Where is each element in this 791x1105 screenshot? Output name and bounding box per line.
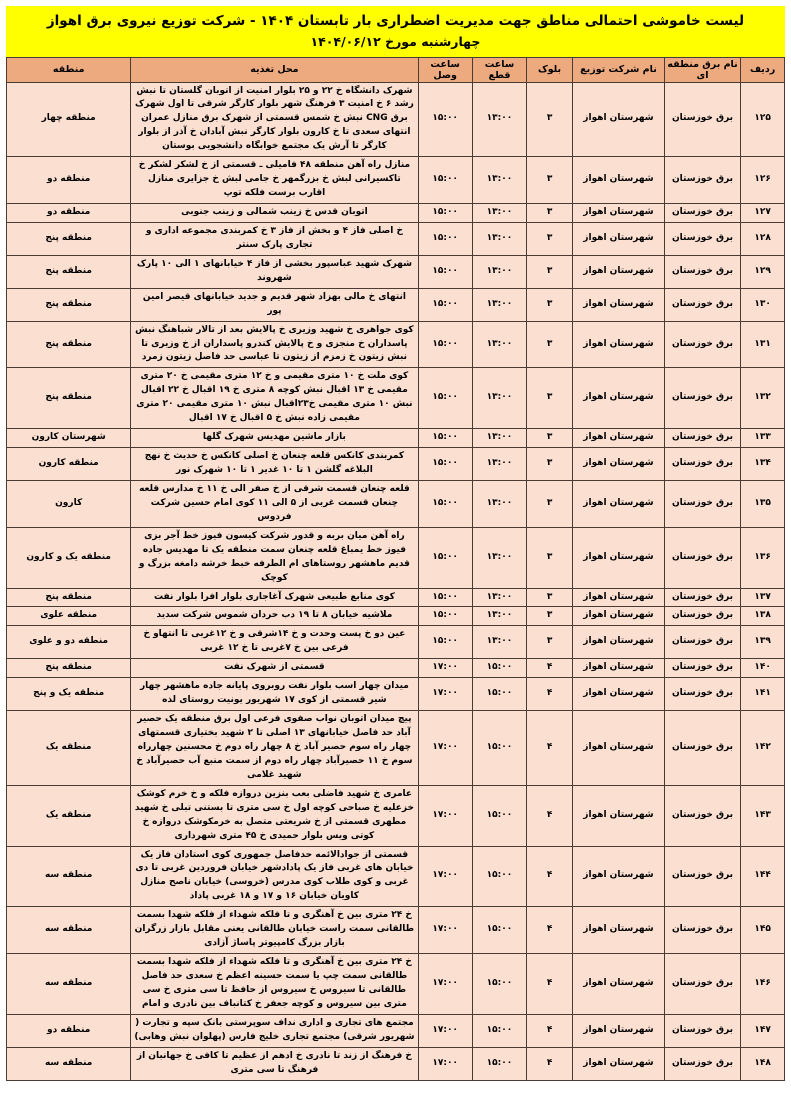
cell-zone: منطقه پنج bbox=[7, 255, 131, 288]
cell-row-index: ۱۴۳ bbox=[741, 785, 785, 846]
cell-distribution-company: شهرستان اهواز bbox=[573, 222, 665, 255]
table-row bbox=[7, 954, 785, 1015]
cell-row-index: ۱۴۱ bbox=[741, 678, 785, 711]
cell-distribution-company: شهرستان اهواز bbox=[573, 527, 665, 588]
cell-block: ۳ bbox=[527, 368, 573, 429]
document-title-bar bbox=[6, 6, 785, 57]
table-row bbox=[7, 626, 785, 659]
cell-outage-end: ۱۷:۰۰ bbox=[418, 659, 472, 678]
table-row bbox=[7, 204, 785, 223]
cell-outage-start: ۱۵:۰۰ bbox=[472, 678, 526, 711]
cell-block: ۳ bbox=[527, 429, 573, 448]
cell-row-index: ۱۳۵ bbox=[741, 480, 785, 527]
cell-zone: منطقه پنج bbox=[7, 222, 131, 255]
cell-row-index: ۱۳۸ bbox=[741, 607, 785, 626]
cell-zone: کارون bbox=[7, 480, 131, 527]
table-row bbox=[7, 429, 785, 448]
cell-row-index: ۱۳۴ bbox=[741, 448, 785, 481]
cell-outage-start: ۱۳:۰۰ bbox=[472, 626, 526, 659]
cell-feed-location: کوی جواهری خ شهید وزیری خ پالایش بعد از تالار شباهنگ نبش پاسداران خ منجزی و خ پالایش کندرو پاسداران از خ وزیری تا نبش زیتون خ زمزم از زیتون تا عباسی حد فاصل زیتون زمرد bbox=[131, 321, 418, 368]
cell-block: ۳ bbox=[527, 288, 573, 321]
cell-regional-power: برق خوزستان bbox=[664, 711, 740, 786]
table-row bbox=[7, 222, 785, 255]
cell-feed-location: انتهای خ مالی بهزاد شهر قدیم و جدید خیابانهای قیصر امین پور bbox=[131, 288, 418, 321]
cell-outage-end: ۱۷:۰۰ bbox=[418, 678, 472, 711]
cell-outage-start: ۱۵:۰۰ bbox=[472, 1047, 526, 1080]
cell-row-index: ۱۲۹ bbox=[741, 255, 785, 288]
cell-feed-location: بازار ماشین مهدیس شهرک گلها bbox=[131, 429, 418, 448]
cell-outage-end: ۱۵:۰۰ bbox=[418, 480, 472, 527]
cell-block: ۳ bbox=[527, 588, 573, 607]
column-header-regional-power: نام برق منطقه ای bbox=[664, 57, 740, 82]
page-title: لیست خاموشی احتمالی مناطق جهت مدیریت اضطراری بار تابستان ۱۴۰۴ - شرکت توزیع نیروی برق اهواز bbox=[46, 13, 745, 29]
table-row bbox=[7, 255, 785, 288]
cell-outage-start: ۱۵:۰۰ bbox=[472, 1014, 526, 1047]
cell-regional-power: برق خوزستان bbox=[664, 222, 740, 255]
table-row bbox=[7, 588, 785, 607]
column-header-outage-start: ساعت قطع bbox=[472, 57, 526, 82]
outage-table bbox=[6, 57, 785, 1081]
cell-zone: منطقه پنج bbox=[7, 288, 131, 321]
table-header bbox=[7, 57, 785, 82]
cell-row-index: ۱۲۵ bbox=[741, 82, 785, 157]
cell-outage-start: ۱۳:۰۰ bbox=[472, 222, 526, 255]
cell-block: ۴ bbox=[527, 785, 573, 846]
cell-block: ۴ bbox=[527, 678, 573, 711]
cell-zone: منطقه دو bbox=[7, 157, 131, 204]
cell-zone: منطقه دو bbox=[7, 204, 131, 223]
cell-block: ۴ bbox=[527, 711, 573, 786]
cell-feed-location: قسمتی از شهرک نفت bbox=[131, 659, 418, 678]
cell-feed-location: قلعه چنعان قسمت شرقی از خ صفر الی خ ۱۱ خ مدارس قلعه چنعان قسمت غربی از ۵ الی ۱۱ کوی امام حسین شرکت فردوس bbox=[131, 480, 418, 527]
cell-outage-end: ۱۵:۰۰ bbox=[418, 527, 472, 588]
cell-outage-start: ۱۳:۰۰ bbox=[472, 368, 526, 429]
cell-row-index: ۱۴۷ bbox=[741, 1014, 785, 1047]
cell-feed-location: عین دو خ پست وحدت و خ ۱۴شرقی و خ ۱۲غربی تا انتهاو خ فرعی بین خ ۷غربی تا خ ۱۲ غربی bbox=[131, 626, 418, 659]
cell-outage-start: ۱۳:۰۰ bbox=[472, 321, 526, 368]
cell-outage-end: ۱۷:۰۰ bbox=[418, 1047, 472, 1080]
cell-block: ۴ bbox=[527, 659, 573, 678]
cell-outage-start: ۱۳:۰۰ bbox=[472, 448, 526, 481]
cell-regional-power: برق خوزستان bbox=[664, 204, 740, 223]
cell-zone: منطقه چهار bbox=[7, 82, 131, 157]
cell-regional-power: برق خوزستان bbox=[664, 607, 740, 626]
cell-regional-power: برق خوزستان bbox=[664, 588, 740, 607]
cell-block: ۴ bbox=[527, 846, 573, 907]
cell-outage-end: ۱۵:۰۰ bbox=[418, 626, 472, 659]
column-header-feed-location: محل تغذیه bbox=[131, 57, 418, 82]
cell-zone: منطقه یک و پنج bbox=[7, 678, 131, 711]
cell-feed-location: اتوبان قدس خ زینب شمالی و زینب جنوبی bbox=[131, 204, 418, 223]
cell-distribution-company: شهرستان اهواز bbox=[573, 907, 665, 954]
table-row bbox=[7, 607, 785, 626]
cell-outage-end: ۱۵:۰۰ bbox=[418, 204, 472, 223]
cell-zone: منطقه پنج bbox=[7, 368, 131, 429]
cell-distribution-company: شهرستان اهواز bbox=[573, 204, 665, 223]
table-row bbox=[7, 846, 785, 907]
cell-outage-start: ۱۳:۰۰ bbox=[472, 607, 526, 626]
cell-row-index: ۱۳۲ bbox=[741, 368, 785, 429]
cell-zone: منطقه کارون bbox=[7, 448, 131, 481]
cell-block: ۳ bbox=[527, 527, 573, 588]
table-body bbox=[7, 82, 785, 1080]
cell-regional-power: برق خوزستان bbox=[664, 785, 740, 846]
cell-row-index: ۱۴۲ bbox=[741, 711, 785, 786]
cell-outage-end: ۱۷:۰۰ bbox=[418, 846, 472, 907]
cell-row-index: ۱۳۶ bbox=[741, 527, 785, 588]
cell-distribution-company: شهرستان اهواز bbox=[573, 448, 665, 481]
cell-regional-power: برق خوزستان bbox=[664, 626, 740, 659]
cell-distribution-company: شهرستان اهواز bbox=[573, 607, 665, 626]
column-header-zone: منطقه bbox=[7, 57, 131, 82]
table-row bbox=[7, 659, 785, 678]
cell-distribution-company: شهرستان اهواز bbox=[573, 846, 665, 907]
cell-outage-start: ۱۳:۰۰ bbox=[472, 527, 526, 588]
cell-distribution-company: شهرستان اهواز bbox=[573, 785, 665, 846]
cell-outage-start: ۱۵:۰۰ bbox=[472, 954, 526, 1015]
cell-regional-power: برق خوزستان bbox=[664, 321, 740, 368]
cell-regional-power: برق خوزستان bbox=[664, 907, 740, 954]
cell-outage-start: ۱۳:۰۰ bbox=[472, 82, 526, 157]
cell-outage-start: ۱۵:۰۰ bbox=[472, 846, 526, 907]
cell-zone: منطقه یک و کارون bbox=[7, 527, 131, 588]
cell-regional-power: برق خوزستان bbox=[664, 288, 740, 321]
cell-regional-power: برق خوزستان bbox=[664, 1047, 740, 1080]
cell-outage-end: ۱۵:۰۰ bbox=[418, 255, 472, 288]
cell-feed-location: میدان چهار اسب بلوار نفت روبروی پایانه جاده ماهشهر چهار شیر قسمتی از کوی ۱۷ شهریور یونیت روستای لذه bbox=[131, 678, 418, 711]
cell-regional-power: برق خوزستان bbox=[664, 954, 740, 1015]
cell-outage-start: ۱۳:۰۰ bbox=[472, 255, 526, 288]
cell-feed-location: کمربندی کانکس قلعه چنعان خ اصلی کانکس خ حدیث خ نهج البلاغه گلشن ۱ تا ۱۰ غدیر ۱ تا ۱۰ شهرک نور bbox=[131, 448, 418, 481]
column-header-distribution-company: نام شرکت توزیع bbox=[573, 57, 665, 82]
table-row bbox=[7, 157, 785, 204]
table-row bbox=[7, 368, 785, 429]
cell-distribution-company: شهرستان اهواز bbox=[573, 255, 665, 288]
table-row bbox=[7, 527, 785, 588]
table-row bbox=[7, 321, 785, 368]
cell-feed-location: قسمتی از جوادالائمه حدفاصل جمهوری کوی استادان فاز یک خیابان های غربی فاز یک پادادشهر خیابان فروردین غربی تا دی غربی و کوی طلاب کوی مدرس (خروسی) خیابان ناصح منازل کاویان خیابان ۱۶ و ۱۷ و ۱۸ غربی پاداد bbox=[131, 846, 418, 907]
table-header-row bbox=[7, 57, 785, 82]
cell-outage-end: ۱۵:۰۰ bbox=[418, 82, 472, 157]
cell-regional-power: برق خوزستان bbox=[664, 255, 740, 288]
cell-outage-end: ۱۵:۰۰ bbox=[418, 368, 472, 429]
cell-row-index: ۱۳۷ bbox=[741, 588, 785, 607]
cell-outage-end: ۱۷:۰۰ bbox=[418, 907, 472, 954]
cell-feed-location: شهرک شهید عباسپور بخشی از فاز ۴ خیابانهای ۱ الی ۱۰ پارک شهروند bbox=[131, 255, 418, 288]
table-row bbox=[7, 1014, 785, 1047]
cell-distribution-company: شهرستان اهواز bbox=[573, 626, 665, 659]
cell-feed-location: کوی ملت خ ۱۰ متری مقیمی و خ ۱۲ متری مقیمی خ ۲۰ متری مقیمی خ ۱۳ اقبال نبش کوچه ۸ متری خ ۱۹ اقبال خ ۲۲ اقبال نبش ۱۰ متری مقیمی خ۲۳اقبال نبش ۱۰ متری مقیمی ۲۰ متری مقیمی زاده نبش خ ۵ اقبال خ ۱۷ اقبال bbox=[131, 368, 418, 429]
cell-row-index: ۱۳۱ bbox=[741, 321, 785, 368]
cell-outage-end: ۱۵:۰۰ bbox=[418, 321, 472, 368]
cell-regional-power: برق خوزستان bbox=[664, 1014, 740, 1047]
cell-distribution-company: شهرستان اهواز bbox=[573, 1014, 665, 1047]
cell-outage-end: ۱۷:۰۰ bbox=[418, 1014, 472, 1047]
column-header-outage-end: ساعت وصل bbox=[418, 57, 472, 82]
cell-zone: منطقه پنج bbox=[7, 588, 131, 607]
cell-distribution-company: شهرستان اهواز bbox=[573, 954, 665, 1015]
cell-block: ۳ bbox=[527, 321, 573, 368]
cell-block: ۳ bbox=[527, 157, 573, 204]
cell-feed-location: خ اصلی فاز ۴ و بخش از فاز ۳ خ کمربندی مجموعه اداری و تجاری پارک سنتر bbox=[131, 222, 418, 255]
cell-outage-end: ۱۵:۰۰ bbox=[418, 288, 472, 321]
cell-distribution-company: شهرستان اهواز bbox=[573, 429, 665, 448]
table-row bbox=[7, 480, 785, 527]
cell-outage-end: ۱۵:۰۰ bbox=[418, 607, 472, 626]
cell-outage-start: ۱۵:۰۰ bbox=[472, 711, 526, 786]
cell-feed-location: شهرک دانشگاه خ ۲۲ و ۲۵ بلوار امنیت از اتوبان گلستان تا نبش رشد ۶ خ امنیت ۳ فرهنگ شهر بلوار کارگر شرقی تا اول شهرک برق CNG نبش خ شمس قسمتی از شهرک برق منازل عمران انتهای سعدی تا خ کارون بلوار کارگر نبش آبادان خ آذر از بلوار کارگر تا آرش یک مجتمع خوابگاه دانشجویی بوستان bbox=[131, 82, 418, 157]
cell-distribution-company: شهرستان اهواز bbox=[573, 288, 665, 321]
cell-outage-start: ۱۳:۰۰ bbox=[472, 157, 526, 204]
cell-block: ۴ bbox=[527, 954, 573, 1015]
table-row bbox=[7, 448, 785, 481]
cell-block: ۳ bbox=[527, 480, 573, 527]
cell-block: ۳ bbox=[527, 82, 573, 157]
cell-block: ۳ bbox=[527, 222, 573, 255]
cell-zone: منطقه یک bbox=[7, 785, 131, 846]
cell-distribution-company: شهرستان اهواز bbox=[573, 659, 665, 678]
cell-row-index: ۱۲۸ bbox=[741, 222, 785, 255]
cell-outage-start: ۱۵:۰۰ bbox=[472, 907, 526, 954]
cell-outage-start: ۱۳:۰۰ bbox=[472, 588, 526, 607]
cell-zone: منطقه دو bbox=[7, 1014, 131, 1047]
cell-regional-power: برق خوزستان bbox=[664, 846, 740, 907]
cell-feed-location: راه آهن میان بربه و قدور شرکت کیسون فیوز خط آجر بزی فیوز خط یمباغ قلعه چنعان سمت منطقه یک تا مهدیس جاده قدیم ماهشهر روستاهای ام الطرفه خبط خرشه دامغه بزرگ و کوچک bbox=[131, 527, 418, 588]
cell-distribution-company: شهرستان اهواز bbox=[573, 480, 665, 527]
cell-zone: منطقه پنج bbox=[7, 321, 131, 368]
cell-block: ۳ bbox=[527, 255, 573, 288]
table-row bbox=[7, 288, 785, 321]
table-row bbox=[7, 785, 785, 846]
column-header-radif: ردیف bbox=[741, 57, 785, 82]
cell-zone: منطقه سه bbox=[7, 846, 131, 907]
cell-distribution-company: شهرستان اهواز bbox=[573, 321, 665, 368]
cell-feed-location: خ فرهنگ از زند تا نادری خ ادهم از عظیم تا کافی خ جهانبان از فرهنگ تا سی متری bbox=[131, 1047, 418, 1080]
table-row bbox=[7, 711, 785, 786]
cell-row-index: ۱۴۸ bbox=[741, 1047, 785, 1080]
cell-row-index: ۱۴۰ bbox=[741, 659, 785, 678]
cell-block: ۴ bbox=[527, 1014, 573, 1047]
cell-feed-location: پیچ میدان اتوبان نواب صفوی فرعی اول برق منطقه یک حصیر آباد حد فاصل خیابانهای ۱۳ اصلی تا ۲ شهید بختیاری قسمتهای چهار راه سوم حصیر آباد خ ۸ چهار راه دوم خ محسنین چهارراه سوم خ ۱۱ حصیرآباد چهار راه دوم از سمت منبع آب حصیرآباد خ شهید غلامی bbox=[131, 711, 418, 786]
table-row bbox=[7, 82, 785, 157]
table-row bbox=[7, 1047, 785, 1080]
cell-regional-power: برق خوزستان bbox=[664, 368, 740, 429]
cell-zone: منطقه دو و علوی bbox=[7, 626, 131, 659]
cell-regional-power: برق خوزستان bbox=[664, 678, 740, 711]
cell-row-index: ۱۳۹ bbox=[741, 626, 785, 659]
cell-regional-power: برق خوزستان bbox=[664, 82, 740, 157]
cell-outage-end: ۱۵:۰۰ bbox=[418, 448, 472, 481]
cell-outage-end: ۱۷:۰۰ bbox=[418, 954, 472, 1015]
column-header-block: بلوک bbox=[527, 57, 573, 82]
cell-block: ۳ bbox=[527, 626, 573, 659]
cell-distribution-company: شهرستان اهواز bbox=[573, 1047, 665, 1080]
cell-zone: منطقه پنج bbox=[7, 659, 131, 678]
cell-zone: منطقه سه bbox=[7, 907, 131, 954]
table-row bbox=[7, 907, 785, 954]
cell-row-index: ۱۳۳ bbox=[741, 429, 785, 448]
cell-distribution-company: شهرستان اهواز bbox=[573, 711, 665, 786]
cell-feed-location: خ ۲۴ متری بین خ آهنگری و تا فلکه شهداء از فلکه شهدا بسمت طالقانی سمت راست خیابان طالقانی یعنی مقابل بازار زرگران بازار بزرگ کامپیوتر پاساژ آزادی bbox=[131, 907, 418, 954]
cell-outage-end: ۱۵:۰۰ bbox=[418, 222, 472, 255]
cell-zone: منطقه سه bbox=[7, 1047, 131, 1080]
cell-feed-location: مجتمع های تجاری و اداری نداف سوپرستی بانک سپه و تجارت ( شهریور شرقی) مجتمع تجاری خلیج فارس (پهلوان نبش وهابی) bbox=[131, 1014, 418, 1047]
cell-block: ۴ bbox=[527, 907, 573, 954]
cell-outage-end: ۱۵:۰۰ bbox=[418, 588, 472, 607]
cell-block: ۳ bbox=[527, 448, 573, 481]
cell-outage-start: ۱۳:۰۰ bbox=[472, 429, 526, 448]
cell-regional-power: برق خوزستان bbox=[664, 429, 740, 448]
cell-zone: منطقه یک bbox=[7, 711, 131, 786]
cell-distribution-company: شهرستان اهواز bbox=[573, 368, 665, 429]
page-date: چهارشنبه مورخ ۱۴۰۴/۰۶/۱۲ bbox=[310, 34, 481, 50]
cell-outage-start: ۱۳:۰۰ bbox=[472, 480, 526, 527]
cell-outage-start: ۱۵:۰۰ bbox=[472, 785, 526, 846]
cell-row-index: ۱۲۷ bbox=[741, 204, 785, 223]
cell-regional-power: برق خوزستان bbox=[664, 527, 740, 588]
cell-outage-end: ۱۵:۰۰ bbox=[418, 429, 472, 448]
cell-block: ۳ bbox=[527, 204, 573, 223]
cell-zone: منطقه علوی bbox=[7, 607, 131, 626]
cell-regional-power: برق خوزستان bbox=[664, 157, 740, 204]
cell-zone: شهرستان کارون bbox=[7, 429, 131, 448]
cell-regional-power: برق خوزستان bbox=[664, 480, 740, 527]
cell-row-index: ۱۳۰ bbox=[741, 288, 785, 321]
cell-feed-location: خ ۲۴ متری بین خ آهنگری و تا فلکه شهداء از فلکه شهدا بسمت طالقانی سمت چپ یا سمت حسینه اعظم خ سعدی حد فاصل طالقانی تا سیروس خ سیروس از حافظ تا سی متری خ سی متری بین سیروس و کوچه جعفر خ کتانباف بین نادری و امام bbox=[131, 954, 418, 1015]
cell-row-index: ۱۴۴ bbox=[741, 846, 785, 907]
table-row bbox=[7, 678, 785, 711]
cell-row-index: ۱۴۵ bbox=[741, 907, 785, 954]
cell-zone: منطقه سه bbox=[7, 954, 131, 1015]
cell-feed-location: منازل راه آهن منطقه ۴۸ فامیلی ـ قسمتی از خ لشکر لشکر خ تاکسیرانی لبش خ بزرگمهر خ جامی لبش خ جزایری منازل اقارب برست فلکه توپ bbox=[131, 157, 418, 204]
cell-row-index: ۱۴۶ bbox=[741, 954, 785, 1015]
cell-outage-end: ۱۷:۰۰ bbox=[418, 711, 472, 786]
cell-distribution-company: شهرستان اهواز bbox=[573, 82, 665, 157]
cell-outage-end: ۱۷:۰۰ bbox=[418, 785, 472, 846]
cell-row-index: ۱۲۶ bbox=[741, 157, 785, 204]
cell-regional-power: برق خوزستان bbox=[664, 659, 740, 678]
cell-distribution-company: شهرستان اهواز bbox=[573, 588, 665, 607]
cell-outage-start: ۱۳:۰۰ bbox=[472, 204, 526, 223]
cell-outage-start: ۱۵:۰۰ bbox=[472, 659, 526, 678]
cell-block: ۴ bbox=[527, 1047, 573, 1080]
cell-distribution-company: شهرستان اهواز bbox=[573, 157, 665, 204]
cell-feed-location: ملاشیه خیابان ۸ تا ۱۹ دب حردان شموس شرکت سدید bbox=[131, 607, 418, 626]
cell-block: ۳ bbox=[527, 607, 573, 626]
cell-feed-location: کوی منابع طبیعی شهرک آغاجاری بلوار افرا بلوار نفت bbox=[131, 588, 418, 607]
cell-distribution-company: شهرستان اهواز bbox=[573, 678, 665, 711]
cell-outage-end: ۱۵:۰۰ bbox=[418, 157, 472, 204]
cell-outage-start: ۱۳:۰۰ bbox=[472, 288, 526, 321]
cell-regional-power: برق خوزستان bbox=[664, 448, 740, 481]
cell-feed-location: عامری خ شهید فاضلی بعب بنزین دروازه فلکه و خ خرم کوشک خزعلیه خ صباحی کوچه اول خ سی متری تا بستنی تبلی خ شهید مطهری قسمتی از خ شریعتی متصل به خرمکوشک دروازه خ کوتی ویس بلوار حمیدی خ ۴۵ متری شهرداری bbox=[131, 785, 418, 846]
